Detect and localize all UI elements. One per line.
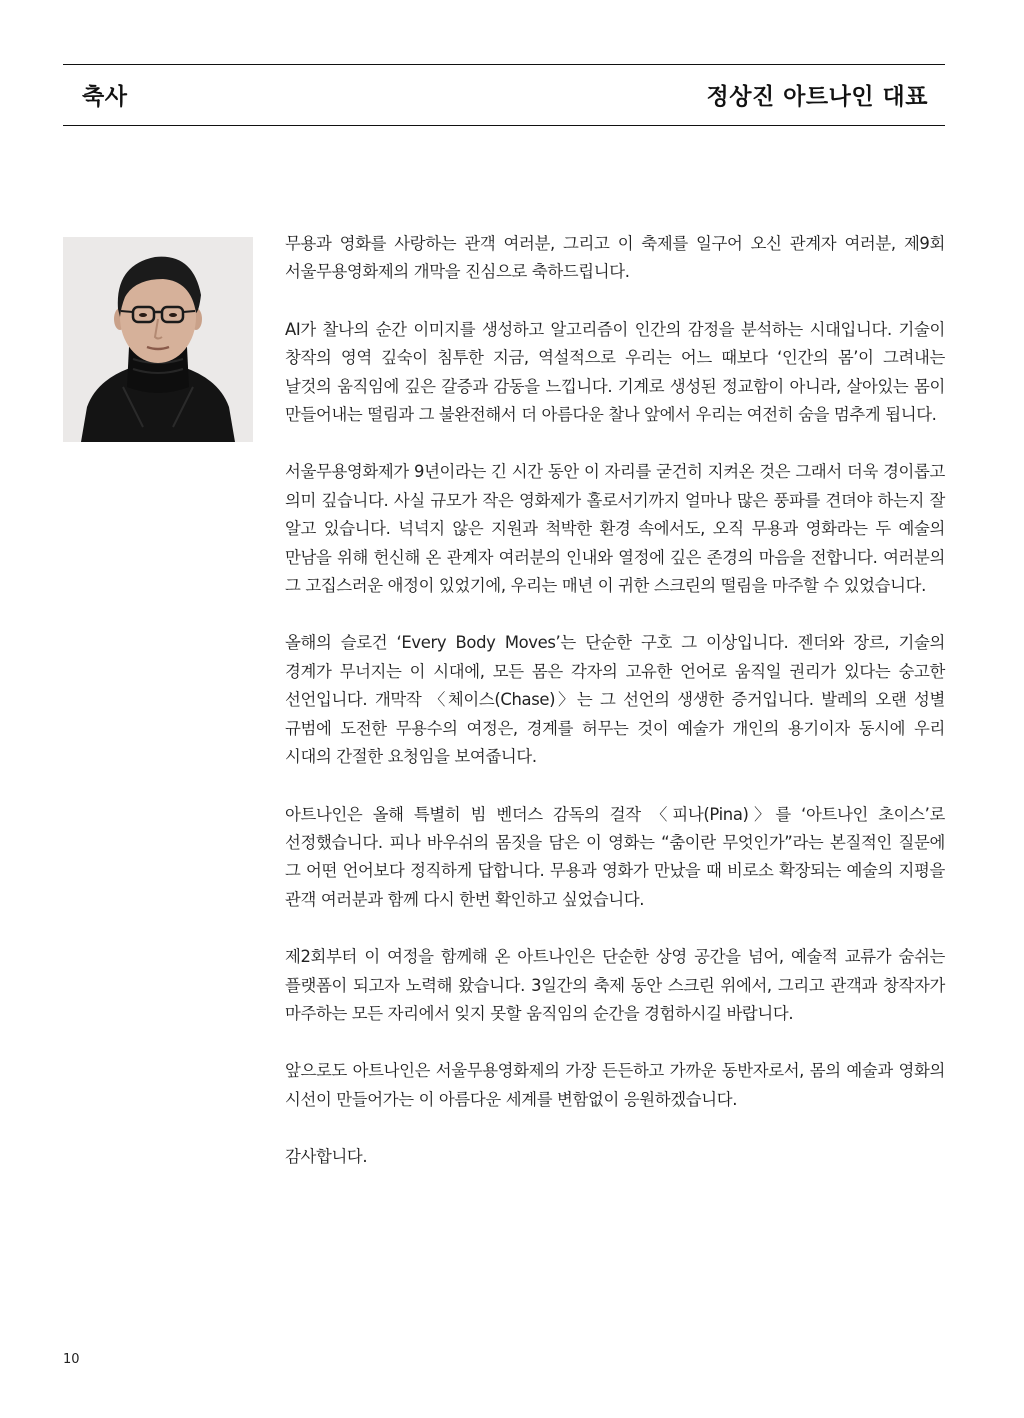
person-portrait-icon xyxy=(63,237,253,442)
author-title: 정상진 아트나인 대표 xyxy=(706,84,928,110)
paragraph: 앞으로도 아트나인은 서울무용영화제의 가장 든든하고 가까운 동반자로서, 몸의 예술과 영화의 시선이 만들어가는 이 아름다운 세계를 변함없이 응원하겠습니다. xyxy=(285,1061,945,1109)
closing-line: 감사합니다. xyxy=(285,1147,368,1167)
paragraph: 무용과 영화를 사랑하는 관객 여러분, 그리고 이 축제를 일구어 오신 관계자 여러분, 제9회 서울무용영화제의 개막을 진심으로 축하드립니다. xyxy=(285,234,945,282)
header-top-rule xyxy=(63,64,945,65)
section-title: 축사 xyxy=(82,84,128,110)
portrait-photo xyxy=(63,237,253,442)
message-body xyxy=(285,230,945,1201)
paragraph: AI가 찰나의 순간 이미지를 생성하고 알고리즘이 인간의 감정을 분석하는 시대입니다. 기술이 창작의 영역 깊숙이 침투한 지금, 역설적으로 우리는 어느 때보다 ‘인간의 몸’이 그려내는 날것의 움직임에 깊은 갈증과 감동을 느낍니다. 기계로 생성된 정교함이 아니라, 살아있는 몸이 만들어내는 떨림과 그 불완전해서 더 아름다운 찰나 앞에서 우리는 여전히 숨을 멈추게 됩니다. xyxy=(285,319,945,425)
paragraph: 올해의 슬로건 ‘Every Body Moves’는 단순한 구호 그 이상입니다. 젠더와 장르, 기술의 경계가 무너지는 이 시대에, 모든 몸은 각자의 고유한 언어로 움직일 권리가 있다는 숭고한 선언입니다. 개막작 〈체이스(Chase)〉는 그 선언의 생생한 증거입니다. 발레의 오랜 성별 규범에 도전한 무용수의 여정은, 경계를 허무는 것이 예술가 개인의 용기이자 동시에 우리 시대의 간절한 요청임을 보여줍니다. xyxy=(285,633,945,767)
paragraph: 제2회부터 이 여정을 함께해 온 아트나인은 단순한 상영 공간을 넘어, 예술적 교류가 숨쉬는 플랫폼이 되고자 노력해 왔습니다. 3일간의 축제 동안 스크린 위에서, 그리고 관객과 창작자가 마주하는 모든 자리에서 잊지 못할 움직임의 순간을 경험하시길 바랍니다. xyxy=(285,947,945,1023)
page-number: 10 xyxy=(63,1352,80,1367)
paragraph: 아트나인은 올해 특별히 빔 벤더스 감독의 걸작 〈피나(Pina)〉를 ‘아트나인 초이스’로 선정했습니다. 피나 바우쉬의 몸짓을 담은 이 영화는 “춤이란 무엇인가”라는 본질적인 질문에 그 어떤 언어보다 정직하게 답합니다. 무용과 영화가 만났을 때 비로소 확장되는 예술의 지평을 관객 여러분과 함께 다시 한번 확인하고 싶었습니다. xyxy=(285,804,945,909)
paragraph: 서울무용영화제가 9년이라는 긴 시간 동안 이 자리를 굳건히 지켜온 것은 그래서 더욱 경이롭고 의미 깊습니다. 사실 규모가 작은 영화제가 홀로서기까지 얼마나 많은 풍파를 견뎌야 하는지 잘 알고 있습니다. 넉넉지 않은 지원과 척박한 환경 속에서도, 오직 무용과 영화라는 두 예술의 만남을 위해 헌신해 온 관계자 여러분의 인내와 열정에 깊은 존경의 마음을 전합니다. 여러분의 그 고집스러운 애정이 있었기에, 우리는 매년 이 귀한 스크린의 떨림을 마주할 수 있었습니다. xyxy=(285,462,945,596)
header-bottom-rule xyxy=(63,125,945,126)
